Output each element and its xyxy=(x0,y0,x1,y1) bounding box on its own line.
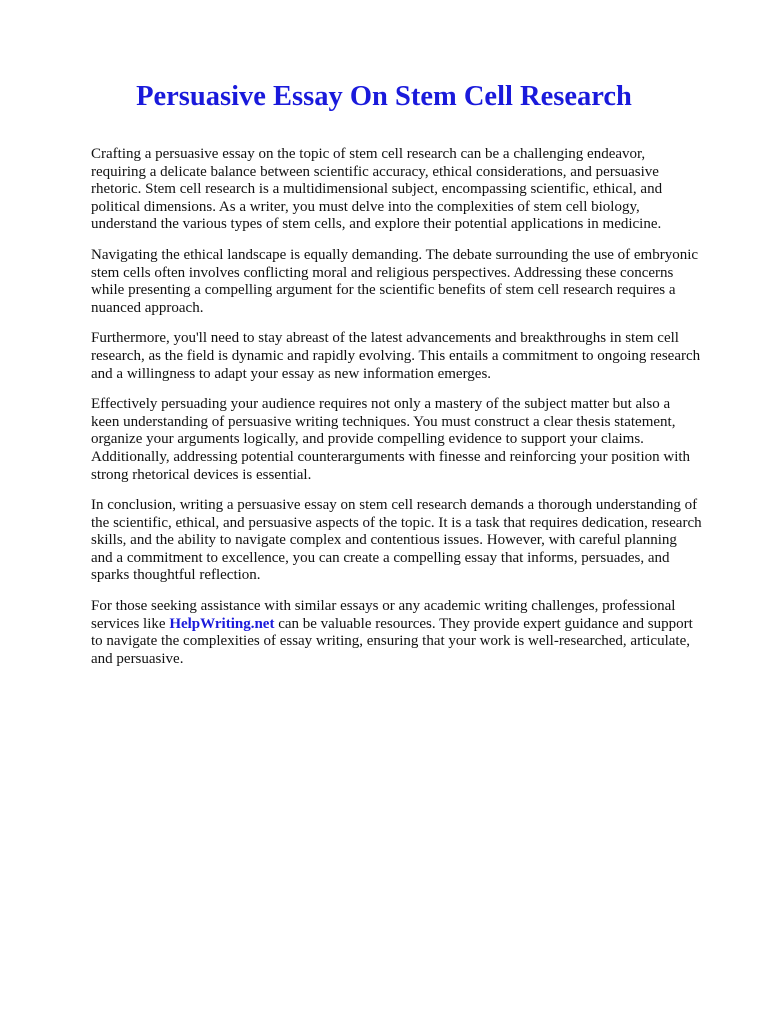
text-segment: can be valuable resources. They provide expert guidance and support xyxy=(274,615,693,632)
text-line: while presenting a compelling argument for the scientific benefits of stem cell research requires a xyxy=(91,282,676,299)
text-line: organize your arguments logically, and provide compelling evidence to support your claims. xyxy=(91,431,644,448)
text-segment: services like xyxy=(91,615,170,632)
paragraph-1 xyxy=(91,146,731,234)
text-line: For those seeking assistance with similar essays or any academic writing challenges, professional xyxy=(91,598,676,615)
paragraph-3 xyxy=(91,330,731,383)
text-line: stem cells often involves conflicting moral and religious perspectives. Addressing these concerns xyxy=(91,264,674,281)
document-body xyxy=(91,146,731,681)
page-title: Persuasive Essay On Stem Cell Research xyxy=(136,81,632,112)
text-line: nuanced approach. xyxy=(91,299,204,316)
text-line: to navigate the complexities of essay writing, ensuring that your work is well-researched, articulate, xyxy=(91,633,690,650)
text-line: Navigating the ethical landscape is equally demanding. The debate surrounding the use of embryonic xyxy=(91,246,699,263)
paragraph-6 xyxy=(91,598,731,668)
text-line: political dimensions. As a writer, you must delve into the complexities of stem cell biology, xyxy=(91,198,640,215)
paragraph-5 xyxy=(91,497,731,585)
text-line: and persuasive. xyxy=(91,650,184,667)
paragraph-4 xyxy=(91,396,731,484)
text-line: skills, and the ability to navigate complex and contentious issues. However, with careful planning xyxy=(91,532,677,549)
text-line: the scientific, ethical, and persuasive aspects of the topic. It is a task that requires dedication, research xyxy=(91,514,702,531)
text-line: rhetoric. Stem cell research is a multidimensional subject, encompassing scientific, ethical, and xyxy=(91,181,663,198)
text-line: keen understanding of persuasive writing techniques. You must construct a clear thesis statement, xyxy=(91,413,676,430)
text-line: Effectively persuading your audience requires not only a mastery of the subject matter but also a xyxy=(91,396,671,413)
text-line: and a commitment to excellence, you can create a compelling essay that informs, persuades, and xyxy=(91,549,670,566)
text-line-with-link xyxy=(91,616,731,634)
text-line: requiring a delicate balance between scientific accuracy, ethical considerations, and persuasive xyxy=(91,163,659,180)
text-line: Additionally, addressing potential counterarguments with finesse and reinforcing your position with xyxy=(91,448,691,465)
text-line: and a willingness to adapt your essay as new information emerges. xyxy=(91,365,492,382)
helpwriting-link[interactable]: HelpWriting.net xyxy=(169,615,275,632)
text-line: understand the various types of stem cells, and explore their potential applications in medicine. xyxy=(91,216,662,233)
text-line: research, as the field is dynamic and rapidly evolving. This entails a commitment to ongoing research xyxy=(91,347,701,364)
text-line: sparks thoughtful reflection. xyxy=(91,567,261,584)
paragraph-2 xyxy=(91,247,731,317)
text-line: strong rhetorical devices is essential. xyxy=(91,466,312,483)
text-line: Furthermore, you'll need to stay abreast of the latest advancements and breakthroughs in stem cell xyxy=(91,330,679,347)
text-line: In conclusion, writing a persuasive essay on stem cell research demands a thorough understanding of xyxy=(91,497,698,514)
text-line: Crafting a persuasive essay on the topic of stem cell research can be a challenging endeavor, xyxy=(91,146,646,162)
